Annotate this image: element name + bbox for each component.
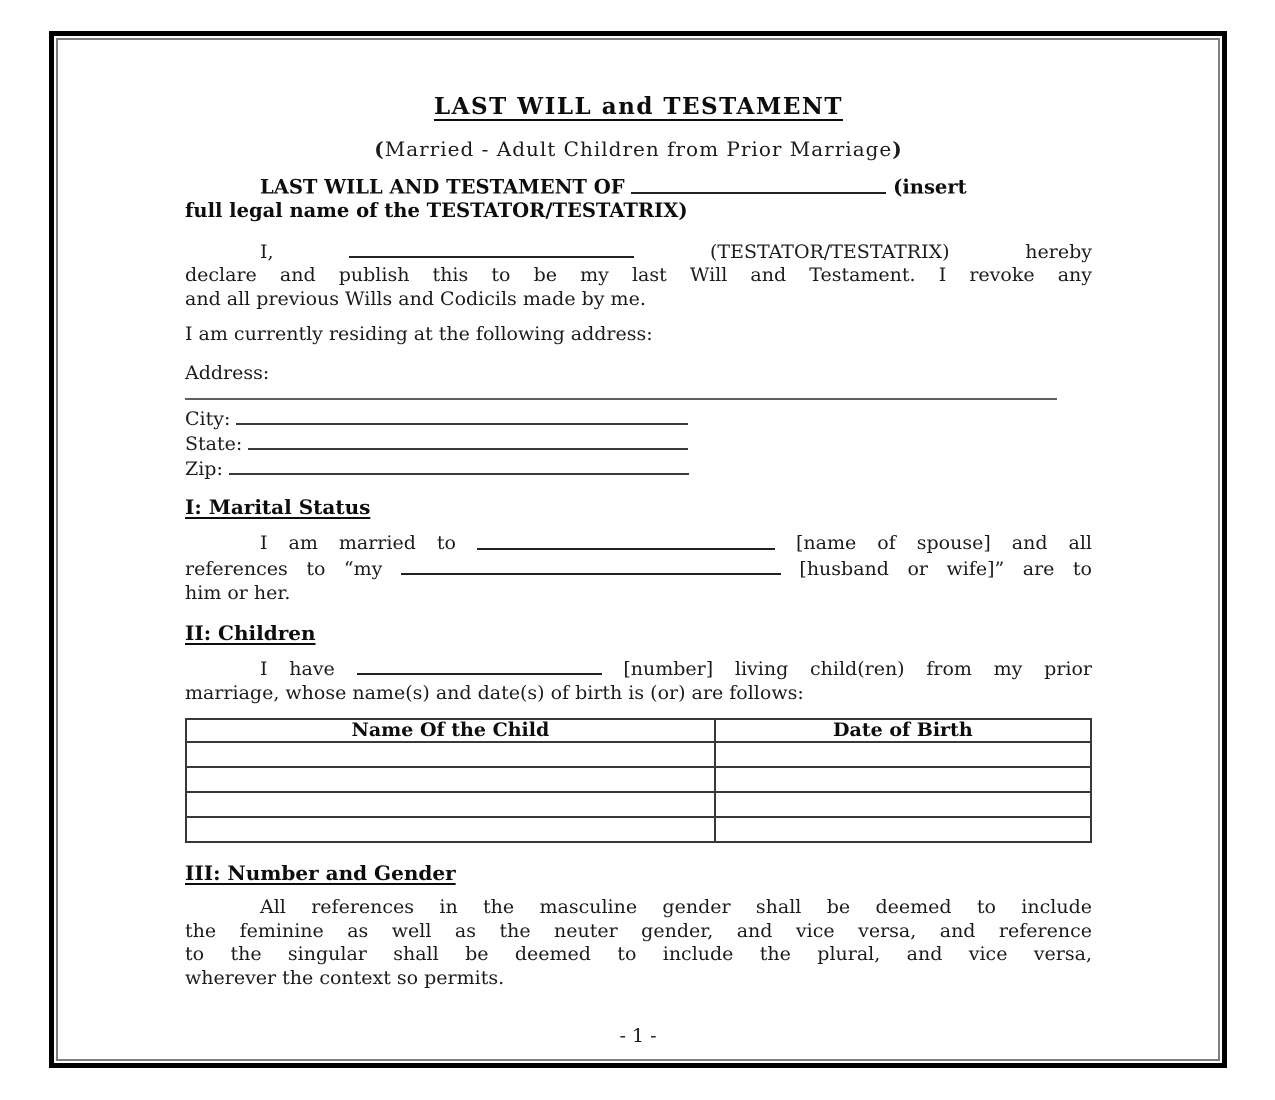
document-inner-border — [56, 38, 1220, 1061]
husband-or-wife-blank — [401, 556, 781, 575]
address-label: Address: — [185, 361, 270, 384]
table-header-child-name: Name Of the Child — [186, 719, 715, 742]
document-outer-border — [49, 31, 1227, 1068]
children-table-body — [186, 742, 1091, 842]
table-cell-empty — [186, 742, 715, 767]
city-field-line — [185, 406, 1092, 431]
gender-line-4: wherever the context so permits. — [185, 966, 505, 989]
table-cell-empty — [715, 767, 1091, 792]
testator-name-blank — [631, 174, 886, 194]
section-heading-marital-status: I: Marital Status — [185, 495, 371, 520]
zip-label: Zip: — [185, 458, 223, 481]
declaration-line-2: declare and publish this to be my last Will and Testament. I revoke any — [185, 264, 1092, 287]
children-line-1-text: I have — [260, 658, 335, 681]
children-line-1-tail: [number] living child(ren) from my prior — [623, 658, 1093, 681]
declaration-line-3: and all previous Wills and Codicils made by me. — [185, 287, 646, 310]
children-line-1 — [185, 656, 1092, 682]
table-cell-empty — [715, 742, 1091, 767]
table-cell-empty — [715, 817, 1091, 842]
opening-line-1-tail: (insert — [893, 175, 967, 199]
marital-line-1-text: I am married to — [260, 532, 456, 555]
table-row — [186, 817, 1091, 842]
opening-line-1-text: LAST WILL AND TESTAMENT OF — [260, 175, 625, 199]
children-table — [185, 718, 1092, 843]
table-cell-empty — [186, 767, 715, 792]
zip-field-line — [185, 456, 1092, 481]
declaration-line-1-text: I, — [260, 240, 274, 263]
gender-line-1: All references in the masculine gender shall be deemed to include — [260, 896, 1092, 919]
children-paragraph — [185, 656, 1092, 705]
marital-line-2 — [185, 556, 1092, 582]
document-subtitle — [185, 136, 1092, 162]
marital-line-1-tail: [name of spouse] and all — [796, 532, 1092, 555]
address-fill-line — [185, 398, 1057, 400]
marital-line-1 — [185, 530, 1092, 556]
section-heading-number-and-gender: III: Number and Gender — [185, 861, 456, 886]
gender-line-3: to the singular shall be deemed to include the plural, and vice versa, — [185, 943, 1092, 966]
table-row — [186, 792, 1091, 817]
residing-intro: I am currently residing at the following address: — [185, 323, 653, 346]
subtitle-open-paren: ( — [374, 137, 385, 161]
document-content — [58, 40, 1218, 1059]
table-row — [186, 767, 1091, 792]
city-label: City: — [185, 408, 231, 431]
table-row — [186, 742, 1091, 767]
marital-line-2-tail: [husband or wife]” are to — [799, 558, 1092, 581]
city-blank — [236, 406, 688, 425]
opening-line-1 — [185, 174, 1092, 199]
opening-line-2: full legal name of the TESTATOR/TESTATRIX) — [185, 199, 688, 223]
page-number: - 1 - — [619, 1025, 657, 1047]
subtitle-close-paren: ) — [892, 137, 903, 161]
opening-paragraph — [185, 174, 1092, 223]
declaration-line-1-tail: (TESTATOR/TESTATRIX) hereby — [710, 240, 1092, 263]
children-table-header-row — [186, 719, 1091, 742]
declaration-paragraph — [185, 239, 1092, 312]
gender-paragraph — [185, 896, 1092, 990]
marital-line-3: him or her. — [185, 581, 291, 604]
declarant-name-blank — [349, 239, 634, 258]
table-cell-empty — [186, 817, 715, 842]
marital-line-2-text: references to “my — [185, 558, 383, 581]
state-label: State: — [185, 433, 243, 456]
section-heading-children: II: Children — [185, 621, 316, 646]
table-header-date-of-birth: Date of Birth — [715, 719, 1091, 742]
state-blank — [248, 431, 688, 450]
marital-paragraph — [185, 530, 1092, 605]
children-number-blank — [357, 656, 602, 675]
document-title: LAST WILL and TESTAMENT — [434, 93, 843, 120]
children-line-2: marriage, whose name(s) and date(s) of birth is (or) are follows: — [185, 681, 804, 704]
table-cell-empty — [186, 792, 715, 817]
zip-blank — [229, 456, 689, 475]
children-table-head — [186, 719, 1091, 742]
state-field-line — [185, 431, 1092, 456]
declaration-line-1 — [185, 239, 1092, 265]
table-cell-empty — [715, 792, 1091, 817]
subtitle-text: Married - Adult Children from Prior Marriage — [384, 137, 893, 161]
spouse-name-blank — [477, 530, 775, 549]
gender-line-2: the feminine as well as the neuter gender, and vice versa, and reference — [185, 919, 1092, 942]
